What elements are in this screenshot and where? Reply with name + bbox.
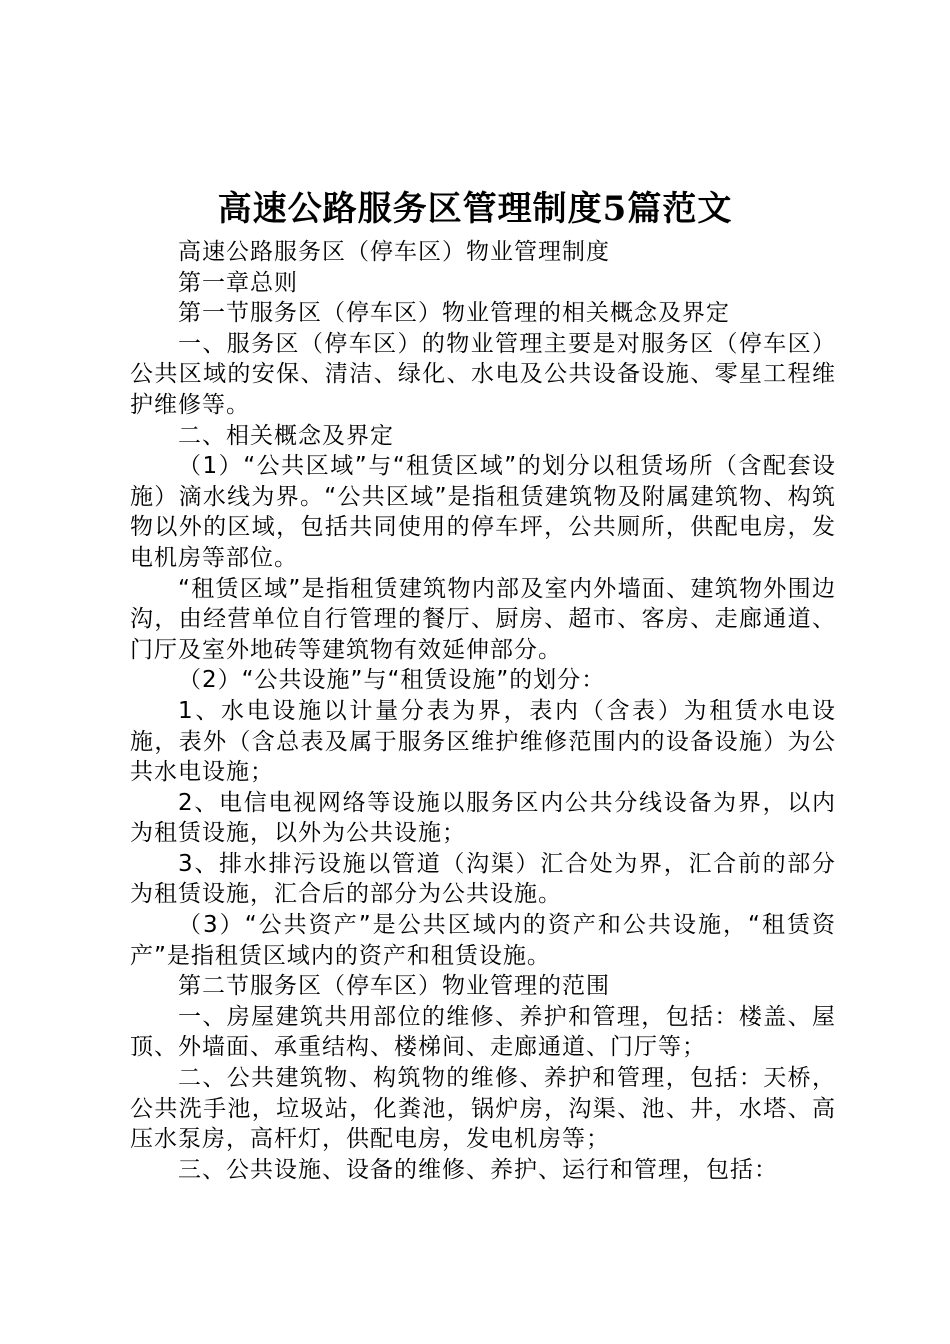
paragraph: 第一节服务区（停车区）物业管理的相关概念及界定 xyxy=(178,300,730,327)
paragraph: （3）“公共资产”是公共区域内的资产和公共设施，“租赁资产”是指租赁区域内的资产和租赁设施。 xyxy=(130,912,836,969)
paragraph: 二、公共建筑物、构筑物的维修、养护和管理，包括：天桥，公共洗手池，垃圾站，化粪池，锅炉房，沟渠、池、井，水塔、高压水泵房，高杆灯，供配电房，发电机房等； xyxy=(130,1065,836,1153)
paragraph: 三、公共设施、设备的维修、养护、运行和管理，包括： xyxy=(178,1156,778,1183)
paragraph: （2）“公共设施”与“租赁设施”的划分： xyxy=(178,667,606,694)
paragraph: 2、电信电视网络等设施以服务区内公共分线设备为界，以内为租赁设施，以外为公共设施； xyxy=(130,789,836,847)
paragraph: 第一章总则 xyxy=(178,269,298,296)
paragraph: 第二节服务区（停车区）物业管理的范围 xyxy=(178,973,610,1000)
document-body xyxy=(130,237,836,1185)
paragraph: 3、排水排污设施以管道（沟渠）汇合处为界，汇合前的部分为租赁设施，汇合后的部分为公共设施。 xyxy=(130,850,836,908)
paragraph: 高速公路服务区（停车区）物业管理制度 xyxy=(178,239,610,265)
paragraph: 一、房屋建筑共用部位的维修、养护和管理，包括：楼盖、屋顶、外墙面、承重结构、楼梯间、走廊通道、门厅等； xyxy=(130,1003,836,1061)
paragraph: 一、服务区（停车区）的物业管理主要是对服务区（停车区）公共区域的安保、清洁、绿化、水电及公共设备设施、零星工程维护维修等。 xyxy=(130,330,836,418)
paragraph: 二、相关概念及界定 xyxy=(178,422,394,449)
paragraph: “租赁区域”是指租赁建筑物内部及室内外墙面、建筑物外围边沟，由经营单位自行管理的餐厅、厨房、超市、客房、走廊通道、门厅及室外地砖等建筑物有效延伸部分。 xyxy=(130,575,836,663)
paragraph: 1、水电设施以计量分表为界，表内（含表）为租赁水电设施，表外（含总表及属于服务区维护维修范围内的设备设施）为公共水电设施； xyxy=(130,697,836,786)
paragraph: （1）“公共区域”与“租赁区域”的划分以租赁场所（含配套设施）滴水线为界。“公共区域”是指租赁建筑物及附属建筑物、构筑物以外的区域，包括共同使用的停车坪，公共厕所，供配电房，发电机房等部位。 xyxy=(130,453,836,571)
document-title: 高速公路服务区管理制度5篇范文 xyxy=(217,189,733,229)
